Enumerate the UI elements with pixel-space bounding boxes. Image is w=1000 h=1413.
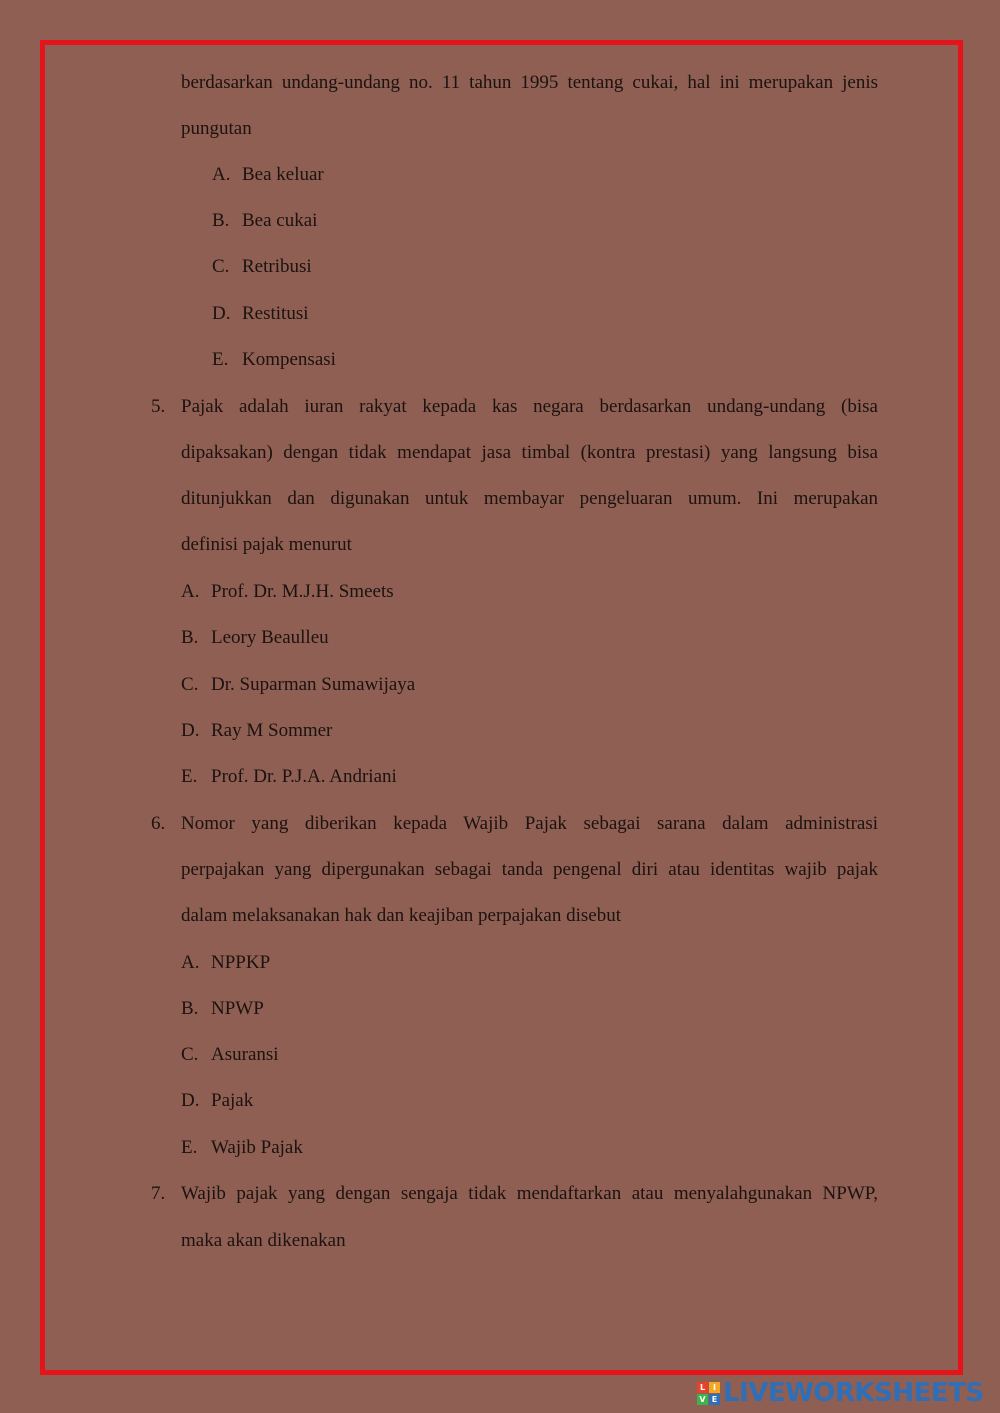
q6-text-line-3: dalam melaksanakan hak dan keajiban perpajakan disebut (181, 905, 621, 926)
liveworksheets-logo[interactable] (697, 1378, 984, 1408)
q7-text-line-1: Wajib pajak yang dengan sengaja tidak mendaftarkan atau menyalahgunakan NPWP, (181, 1183, 878, 1204)
option-letter: E. (181, 1137, 198, 1158)
option-letter: C. (181, 1044, 199, 1065)
option-text: Bea keluar (242, 164, 324, 185)
logo-mark-tile-i: I (709, 1382, 720, 1393)
option-letter: B. (181, 627, 199, 648)
option-letter: E. (181, 766, 198, 787)
logo-mark-tile-e: E (709, 1394, 720, 1405)
logo-mark-tile-l: L (697, 1382, 708, 1393)
q5-option-e[interactable] (181, 765, 397, 789)
option-letter: D. (181, 1090, 200, 1111)
option-text: NPWP (211, 998, 264, 1019)
q5-text-line-1: Pajak adalah iuran rakyat kepada kas negara berdasarkan undang-undang (bisa (181, 396, 878, 417)
q5-text-line-2: dipaksakan) dengan tidak mendapat jasa timbal (kontra prestasi) yang langsung bisa (181, 442, 878, 463)
option-letter: A. (181, 581, 200, 602)
q6-option-a[interactable] (181, 951, 270, 975)
option-text: Bea cukai (242, 210, 318, 231)
q6-option-b[interactable] (181, 997, 264, 1021)
option-text: Ray M Sommer (211, 720, 333, 741)
q4-text-line-2: pungutan (181, 118, 252, 139)
option-text: Kompensasi (242, 349, 336, 370)
q7-number: 7. (151, 1183, 166, 1204)
q5-option-c[interactable] (181, 673, 415, 697)
option-letter: A. (181, 952, 200, 973)
q4-option-a[interactable] (212, 163, 324, 187)
q4-option-d[interactable] (212, 302, 309, 326)
option-text: Restitusi (242, 303, 309, 324)
option-text: Wajib Pajak (211, 1137, 303, 1158)
option-letter: A. (212, 164, 231, 185)
q5-text-line-4: definisi pajak menurut (181, 534, 352, 555)
option-text: Dr. Suparman Sumawijaya (211, 674, 416, 695)
q6-option-e[interactable] (181, 1136, 303, 1160)
q5-text-line-3: ditunjukkan dan digunakan untuk membayar pengeluaran umum. Ini merupakan (181, 488, 878, 509)
logo-mark-tile-v: V (697, 1394, 708, 1405)
option-letter: D. (181, 720, 200, 741)
q6-text-line-2: perpajakan yang dipergunakan sebagai tanda pengenal diri atau identitas wajib pajak (181, 859, 878, 880)
q5-option-b[interactable] (181, 626, 329, 650)
option-text: Leory Beaulleu (211, 627, 329, 648)
option-text: NPPKP (211, 952, 271, 973)
q4-option-c[interactable] (212, 255, 312, 279)
q4-option-e[interactable] (212, 348, 336, 372)
q6-option-c[interactable] (181, 1043, 279, 1067)
option-letter: C. (181, 674, 199, 695)
option-letter: E. (212, 349, 229, 370)
option-letter: B. (212, 210, 230, 231)
q4-option-b[interactable] (212, 209, 317, 233)
q5-number: 5. (151, 396, 166, 417)
option-text: Pajak (211, 1090, 254, 1111)
option-text: Prof. Dr. M.J.H. Smeets (211, 581, 394, 602)
liveworksheets-logo-icon (697, 1382, 720, 1405)
option-letter: B. (181, 998, 199, 1019)
option-text: Prof. Dr. P.J.A. Andriani (211, 766, 397, 787)
q4-text-line-1: berdasarkan undang-undang no. 11 tahun 1995 tentang cukai, hal ini merupakan jenis (181, 72, 878, 93)
q6-text-line-1: Nomor yang diberikan kepada Wajib Pajak sebagai sarana dalam administrasi (181, 813, 878, 834)
option-text: Retribusi (242, 256, 312, 277)
q5-option-d[interactable] (181, 719, 332, 743)
liveworksheets-logo-text: LIVEWORKSHEETS (723, 1378, 984, 1408)
option-letter: D. (212, 303, 231, 324)
q6-number: 6. (151, 813, 166, 834)
option-letter: C. (212, 256, 230, 277)
q6-option-d[interactable] (181, 1089, 253, 1113)
q7-text-line-2: maka akan dikenakan (181, 1230, 346, 1251)
option-text: Asuransi (211, 1044, 279, 1065)
q5-option-a[interactable] (181, 580, 394, 604)
